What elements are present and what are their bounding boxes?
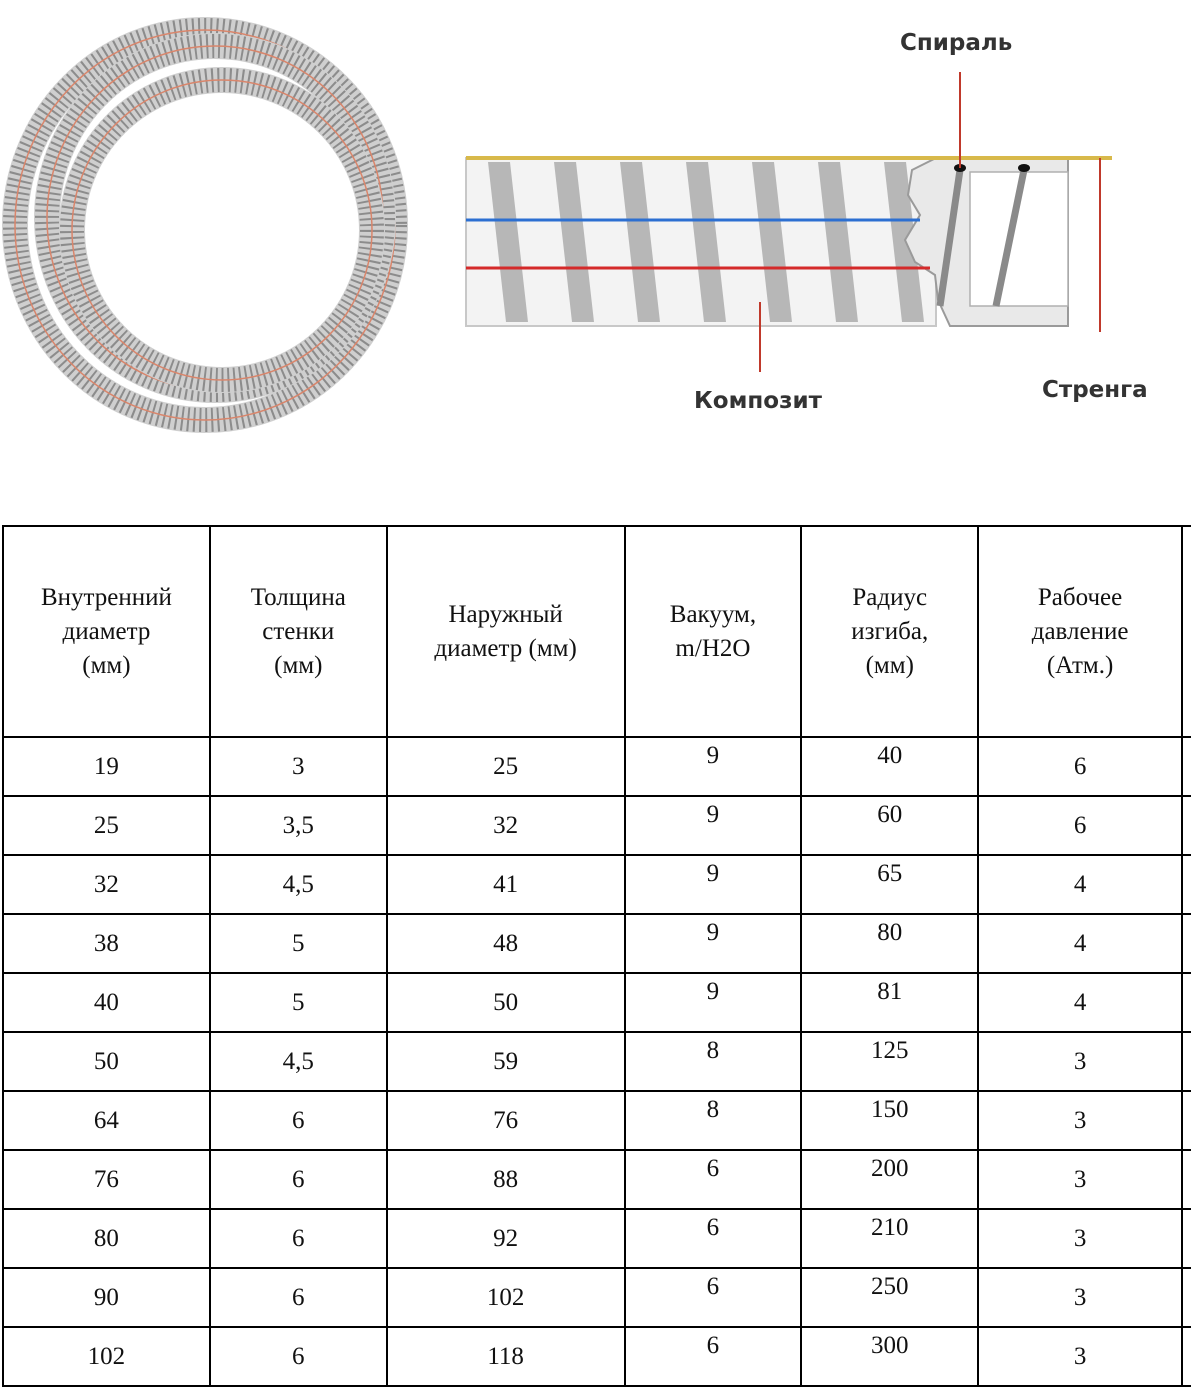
cell-vacuum: 8 <box>625 1032 802 1091</box>
cell-outer-diameter: 92 <box>387 1209 625 1268</box>
table-edge-cell <box>1182 1209 1191 1268</box>
cell-bend-radius: 125 <box>801 1032 978 1091</box>
cell-outer-diameter: 118 <box>387 1327 625 1386</box>
hose-illustration <box>0 0 1191 470</box>
cell-outer-diameter: 76 <box>387 1091 625 1150</box>
table-row <box>3 737 1191 796</box>
cell-outer-diameter: 50 <box>387 973 625 1032</box>
cell-working-pressure: 6 <box>978 796 1182 855</box>
table-edge-cell <box>1182 1091 1191 1150</box>
table-edge-cell <box>1182 973 1191 1032</box>
cell-working-pressure: 4 <box>978 855 1182 914</box>
header-wall-thickness <box>210 526 387 737</box>
cell-vacuum: 8 <box>625 1091 802 1150</box>
header-text-line: стенки <box>262 617 335 645</box>
table-row <box>3 855 1191 914</box>
table-row <box>3 1150 1191 1209</box>
cell-working-pressure: 3 <box>978 1268 1182 1327</box>
table-row <box>3 914 1191 973</box>
cell-outer-diameter: 32 <box>387 796 625 855</box>
header-vacuum <box>625 526 802 737</box>
cell-vacuum: 6 <box>625 1209 802 1268</box>
header-text-line: Наружный <box>448 600 563 628</box>
table-edge-cell <box>1182 1268 1191 1327</box>
cell-working-pressure: 4 <box>978 914 1182 973</box>
cell-bend-radius: 250 <box>801 1268 978 1327</box>
header-text-line: давление <box>1031 617 1129 645</box>
header-text-line: Вакуум, <box>669 600 757 628</box>
table-edge-cell <box>1182 796 1191 855</box>
header-text-line: (мм) <box>274 651 323 679</box>
cell-wall-thickness: 4,5 <box>210 1032 387 1091</box>
table-row <box>3 1091 1191 1150</box>
hose-spec-table <box>2 525 1191 1387</box>
cell-vacuum: 6 <box>625 1268 802 1327</box>
cell-outer-diameter: 48 <box>387 914 625 973</box>
table-edge-cell <box>1182 1327 1191 1386</box>
header-text-line: диаметр <box>62 617 151 645</box>
cell-bend-radius: 200 <box>801 1150 978 1209</box>
cell-bend-radius: 300 <box>801 1327 978 1386</box>
cell-bend-radius: 81 <box>801 973 978 1032</box>
hose-cross-section-diagram <box>466 30 1148 414</box>
header-text-line: диаметр (мм) <box>434 634 577 662</box>
header-text-line: Рабочее <box>1037 583 1123 611</box>
cell-inner-diameter: 38 <box>3 914 210 973</box>
coiled-hose-image <box>15 30 395 420</box>
cell-working-pressure: 4 <box>978 973 1182 1032</box>
cell-bend-radius: 40 <box>801 737 978 796</box>
cell-wall-thickness: 4,5 <box>210 855 387 914</box>
cell-inner-diameter: 64 <box>3 1091 210 1150</box>
cell-inner-diameter: 32 <box>3 855 210 914</box>
cell-inner-diameter: 40 <box>3 973 210 1032</box>
table-header-row <box>3 526 1191 737</box>
cell-bend-radius: 60 <box>801 796 978 855</box>
table-row <box>3 1327 1191 1386</box>
table-row <box>3 796 1191 855</box>
cell-vacuum: 9 <box>625 855 802 914</box>
cell-outer-diameter: 41 <box>387 855 625 914</box>
cell-outer-diameter: 88 <box>387 1150 625 1209</box>
cell-inner-diameter: 90 <box>3 1268 210 1327</box>
cell-inner-diameter: 19 <box>3 737 210 796</box>
cell-outer-diameter: 102 <box>387 1268 625 1327</box>
header-text-line: (мм) <box>82 651 131 679</box>
strand-label: Стренга <box>1042 377 1148 403</box>
spiral-label: Спираль <box>900 30 1013 56</box>
table-row <box>3 973 1191 1032</box>
table-row <box>3 1268 1191 1327</box>
header-text-line: Толщина <box>250 583 346 611</box>
cell-wall-thickness: 5 <box>210 973 387 1032</box>
table-edge-cell <box>1182 914 1191 973</box>
header-text-line: Внутренний <box>40 583 172 611</box>
cell-bend-radius: 65 <box>801 855 978 914</box>
cell-wall-thickness: 6 <box>210 1150 387 1209</box>
cell-vacuum: 6 <box>625 1150 802 1209</box>
header-text-line: m/H2O <box>675 634 751 662</box>
header-outer-diameter <box>387 526 625 737</box>
cell-working-pressure: 3 <box>978 1209 1182 1268</box>
cell-working-pressure: 3 <box>978 1150 1182 1209</box>
cell-inner-diameter: 50 <box>3 1032 210 1091</box>
table-row <box>3 1209 1191 1268</box>
composite-label: Композит <box>694 388 822 414</box>
cell-wall-thickness: 6 <box>210 1209 387 1268</box>
cell-inner-diameter: 25 <box>3 796 210 855</box>
cell-vacuum: 9 <box>625 737 802 796</box>
cell-working-pressure: 6 <box>978 737 1182 796</box>
cell-bend-radius: 210 <box>801 1209 978 1268</box>
header-text-line: изгиба, <box>851 617 929 645</box>
cell-wall-thickness: 5 <box>210 914 387 973</box>
header-text-line: (мм) <box>865 651 914 679</box>
table-edge-cell <box>1182 1150 1191 1209</box>
cell-bend-radius: 80 <box>801 914 978 973</box>
header-working-pressure <box>978 526 1182 737</box>
cell-inner-diameter: 102 <box>3 1327 210 1386</box>
cell-vacuum: 9 <box>625 973 802 1032</box>
header-bend-radius <box>801 526 978 737</box>
cell-inner-diameter: 80 <box>3 1209 210 1268</box>
table-edge-cell <box>1182 1032 1191 1091</box>
header-text-line: (Атм.) <box>1046 651 1114 679</box>
cell-wall-thickness: 6 <box>210 1268 387 1327</box>
cell-wall-thickness: 3 <box>210 737 387 796</box>
table-edge-cell <box>1182 855 1191 914</box>
cell-bend-radius: 150 <box>801 1091 978 1150</box>
cell-vacuum: 6 <box>625 1327 802 1386</box>
cell-working-pressure: 3 <box>978 1327 1182 1386</box>
cell-vacuum: 9 <box>625 914 802 973</box>
cell-inner-diameter: 76 <box>3 1150 210 1209</box>
table-row <box>3 1032 1191 1091</box>
cell-working-pressure: 3 <box>978 1032 1182 1091</box>
spiral-wire-dot-2 <box>1018 164 1030 172</box>
cell-outer-diameter: 25 <box>387 737 625 796</box>
table-edge-cell <box>1182 526 1191 737</box>
header-text-line: Радиус <box>852 583 928 611</box>
table-edge-cell <box>1182 737 1191 796</box>
cell-vacuum: 9 <box>625 796 802 855</box>
cell-outer-diameter: 59 <box>387 1032 625 1091</box>
cell-working-pressure: 3 <box>978 1091 1182 1150</box>
cell-wall-thickness: 6 <box>210 1327 387 1386</box>
header-inner-diameter <box>3 526 210 737</box>
cell-wall-thickness: 3,5 <box>210 796 387 855</box>
cell-wall-thickness: 6 <box>210 1091 387 1150</box>
